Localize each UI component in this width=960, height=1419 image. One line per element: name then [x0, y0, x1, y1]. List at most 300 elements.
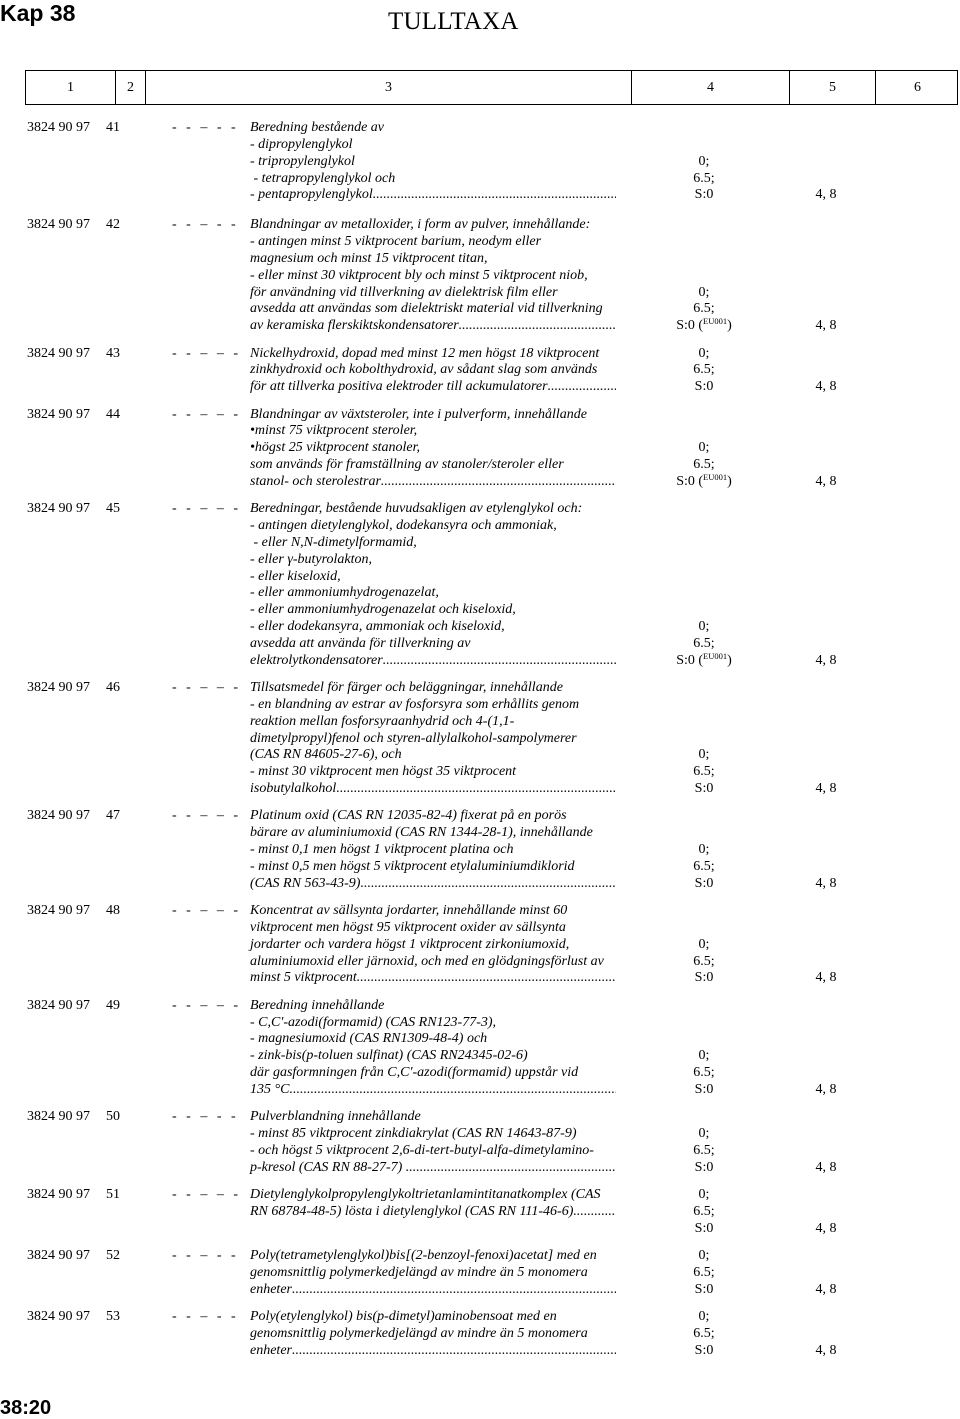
duty-rate-text: S:0 ( [676, 318, 704, 334]
description-line [250, 859, 616, 876]
description-line [250, 1343, 616, 1360]
description-line [250, 1248, 616, 1265]
chapter-label: Kap 38 [0, 0, 76, 26]
indent-dashes: - - – – - [172, 903, 238, 919]
entry-line [0, 937, 960, 954]
description-text: avsedda att användas som dielektriskt material vid tillverkning [250, 301, 603, 317]
description-text: Beredning innehållande [250, 997, 385, 1013]
duty-rate [640, 876, 768, 893]
entry-line [0, 171, 960, 188]
column-5-value: 4, 8 [815, 875, 837, 891]
duty-rate [640, 650, 768, 670]
description-line [250, 1309, 616, 1326]
description-text: - och högst 5 viktprocent 2,6-di-tert-butyl-alfa-dimetylamino- [250, 1142, 594, 1158]
entry-line [0, 636, 960, 653]
description-line [250, 619, 616, 636]
description-line [250, 747, 616, 764]
description-text: genomsnittlig polymerkedjelängd av mindre än 5 monomera [250, 1264, 588, 1280]
description-line [250, 954, 616, 971]
description-text: avsedda att använda för tillverkning av [250, 635, 471, 651]
subheading-number: 49 [106, 997, 120, 1013]
duty-rate [640, 842, 768, 859]
description-text: Nickelhydroxid, dopad med minst 12 men högst 18 viktprocent [250, 345, 600, 361]
tariff-entry [0, 1309, 960, 1360]
description-line [250, 474, 616, 491]
entry-line [0, 569, 960, 586]
duty-rate-text: S:0 [694, 781, 714, 797]
column-5-value: 4, 8 [815, 970, 837, 986]
description-line [250, 217, 616, 234]
subheading-number: 46 [106, 680, 120, 696]
duty-rate [640, 1204, 768, 1221]
indent-dashes: - - – – - [172, 345, 238, 361]
description-text: jordarter och vardera högst 1 viktprocent zirkoniumoxid, [250, 936, 570, 952]
description-line [250, 1187, 616, 1204]
duty-rate-text: 6.5; [693, 858, 715, 874]
description-line [250, 1065, 616, 1082]
description-text: enheter [250, 1281, 292, 1297]
duty-rate [640, 1126, 768, 1143]
indent-dashes: - - – - - [172, 1308, 236, 1324]
indent-dashes: - - – – - [172, 808, 238, 824]
dot-leader [336, 781, 616, 798]
entry-line [0, 619, 960, 636]
description-text: - magnesiumoxid (CAS RN1309-48-4) och [250, 1031, 488, 1047]
description-line [250, 1282, 616, 1299]
entry-line [0, 552, 960, 569]
duty-rate [640, 1343, 768, 1360]
commodity-code: 3824 90 97 [27, 501, 90, 517]
description-text: reaktion mellan fosforsyraanhydrid och 4-(1,1- [250, 713, 515, 729]
duty-rate [640, 1221, 768, 1238]
duty-rate-text: 0; [698, 345, 710, 361]
duty-rate-text: 0; [698, 1187, 710, 1203]
duty-rate-text: S:0 ( [676, 473, 704, 489]
description-text: - pentapropylenglykol [250, 187, 373, 203]
duty-rate [640, 171, 768, 188]
description-text: Blandningar av metalloxider, i form av pulver, innehållande: [250, 217, 591, 233]
description-line [250, 781, 616, 798]
description-text: - minst 85 viktprocent zinkdiakrylat (CAS RN 14643-87-9) [250, 1126, 577, 1142]
entry-line [0, 285, 960, 302]
subheading-number: 41 [106, 120, 120, 135]
description-text: - eller minst 30 viktprocent bly och minst 5 viktprocent niob, [250, 267, 588, 283]
tariff-entries [0, 120, 960, 1370]
description-line [250, 362, 616, 379]
description-text: 135 °C [250, 1081, 290, 1097]
description-line [250, 697, 616, 714]
duty-rate [640, 1143, 768, 1160]
commodity-code: 3824 90 97 [27, 1109, 90, 1125]
column-header-1: 1 [26, 71, 116, 104]
description-line [250, 137, 616, 154]
description-text: Tillsatsmedel för färger och beläggningar, innehållande [250, 680, 563, 696]
description-text: Platinum oxid (CAS RN 12035-82-4) fixerat på en porös [250, 808, 567, 824]
description-text: aluminiumoxid eller järnoxid, och med en glödgningsförlust av [250, 953, 604, 969]
entry-line [0, 301, 960, 318]
description-text: - eller ammoniumhydrogenazelat och kiseloxid, [250, 602, 516, 618]
duty-rate-text: 6.5; [693, 170, 715, 186]
entry-line [0, 154, 960, 171]
description-text: - antingen minst 5 viktprocent barium, neodym eller [250, 234, 542, 250]
page-number: 38:20 [0, 1397, 52, 1419]
commodity-code: 3824 90 97 [27, 345, 90, 361]
entry-line [0, 1143, 960, 1160]
description-text: Beredning bestående av [250, 120, 384, 135]
tariff-entry [0, 217, 960, 335]
description-text: Poly(tetrametylenglykol)bis[(2-benzoyl-fenoxi)acetat] med en [250, 1248, 597, 1263]
column-5-value: 4, 8 [815, 1281, 837, 1297]
indent-dashes: - - – – - [172, 501, 238, 517]
entry-line [0, 808, 960, 825]
dot-leader [406, 1160, 616, 1177]
description-text: Blandningar av växtsteroler, inte i pulverform, innehållande [250, 406, 587, 422]
description-line [250, 920, 616, 937]
dot-leader [459, 318, 616, 335]
description-text: RN 68784-48-5) lösta i dietylenglykol (CAS RN 111-46-6) [250, 1203, 574, 1219]
commodity-code: 3824 90 97 [27, 120, 90, 135]
entry-line [0, 1082, 960, 1099]
entry-line [0, 680, 960, 697]
description-line [250, 251, 616, 268]
duty-rate [640, 285, 768, 302]
description-text: - eller kiseloxid, [250, 568, 341, 584]
duty-rate [640, 970, 768, 987]
duty-rate-text: S:0 [694, 1081, 714, 1097]
description-line [250, 552, 616, 569]
duty-rate [640, 379, 768, 396]
subheading-number: 52 [106, 1248, 120, 1263]
description-text: - eller γ-butyrolakton, [250, 551, 373, 567]
column-header-4: 4 [632, 71, 790, 104]
entry-line [0, 747, 960, 764]
entry-line [0, 1109, 960, 1126]
entry-line [0, 1309, 960, 1326]
description-line [250, 1109, 616, 1126]
dot-leader [289, 1082, 616, 1099]
description-text: som används för framställning av stanoler/steroler eller [250, 457, 564, 473]
entry-line [0, 471, 960, 491]
entry-line [0, 825, 960, 842]
entry-line [0, 251, 960, 268]
duty-rate-text: 6.5; [693, 1264, 715, 1280]
commodity-code: 3824 90 97 [27, 406, 90, 422]
subheading-number: 51 [106, 1187, 120, 1203]
duty-rate-text: 6.5; [693, 1203, 715, 1219]
tariff-entry [0, 346, 960, 397]
description-text: p-kresol (CAS RN 88-27-7) [250, 1159, 406, 1175]
dot-leader [381, 474, 616, 491]
description-text: minst 5 viktprocent [250, 970, 357, 986]
duty-rate [640, 362, 768, 379]
commodity-code: 3824 90 97 [27, 903, 90, 919]
duty-rate-text: 0; [698, 936, 710, 952]
entry-line [0, 234, 960, 251]
tariff-entry [0, 680, 960, 798]
description-text: •minst 75 viktprocent steroler, [250, 423, 418, 439]
entry-line [0, 876, 960, 893]
duty-rate-text: 0; [698, 1248, 710, 1263]
tariff-entry [0, 1248, 960, 1299]
duty-rate [640, 1282, 768, 1299]
duty-rate-text: 6.5; [693, 1142, 715, 1158]
description-line [250, 569, 616, 586]
tariff-entry [0, 998, 960, 1099]
description-text: - tetrapropylenglykol och [250, 170, 396, 186]
description-line [250, 457, 616, 474]
duty-rate-text: S:0 [694, 379, 714, 395]
duty-rate-text: 0; [698, 153, 710, 169]
description-line [250, 1082, 616, 1099]
tariff-entry [0, 808, 960, 892]
entry-line [0, 1048, 960, 1065]
duty-rate [640, 1160, 768, 1177]
dot-leader [373, 187, 616, 204]
entry-line [0, 764, 960, 781]
entry-line [0, 440, 960, 457]
entry-line [0, 318, 960, 335]
duty-rate [640, 859, 768, 876]
duty-rate-text: 6.5; [693, 457, 715, 473]
description-line [250, 937, 616, 954]
dot-leader [292, 1343, 616, 1360]
dot-leader [573, 1204, 616, 1221]
duty-rate-text: S:0 [694, 187, 714, 203]
description-line [250, 518, 616, 535]
duty-rate [640, 781, 768, 798]
description-line [250, 714, 616, 731]
commodity-code: 3824 90 97 [27, 997, 90, 1013]
duty-rate-text: 0; [698, 284, 710, 300]
entry-line [0, 1015, 960, 1032]
duty-rate-text: S:0 [694, 1220, 714, 1236]
page-title: TULLTAXA [388, 8, 519, 35]
entry-line [0, 602, 960, 619]
description-line [250, 285, 616, 302]
description-text: - minst 30 viktprocent men högst 35 viktprocent [250, 764, 517, 780]
entry-line [0, 362, 960, 379]
entry-line [0, 457, 960, 474]
description-text: Koncentrat av sällsynta jordarter, innehållande minst 60 [250, 903, 568, 919]
subheading-number: 47 [106, 808, 120, 824]
duty-rate [640, 619, 768, 636]
entry-line [0, 501, 960, 518]
description-text: - dipropylenglykol [250, 136, 353, 152]
column-5-value: 4, 8 [815, 1081, 837, 1097]
entry-line [0, 1160, 960, 1177]
description-line [250, 318, 616, 335]
description-text: - antingen dietylenglykol, dodekansyra och ammoniak, [250, 518, 557, 534]
indent-dashes: - - – - - [172, 120, 236, 135]
description-text: (CAS RN 563-43-9) [250, 875, 361, 891]
description-line [250, 842, 616, 859]
description-line [250, 636, 616, 653]
duty-rate [640, 954, 768, 971]
description-text: - tripropylenglykol [250, 153, 355, 169]
description-line [250, 903, 616, 920]
description-line [250, 154, 616, 171]
duty-rate-text: 6.5; [693, 1065, 715, 1081]
duty-rate-text: 6.5; [693, 635, 715, 651]
column-header-3: 3 [146, 71, 632, 104]
column-header-5: 5 [790, 71, 876, 104]
duty-rate-close: ) [727, 652, 732, 668]
description-text: stanol- och sterolestrar [250, 473, 381, 489]
duty-footnote-ref: EU001 [703, 650, 728, 661]
entry-line [0, 1065, 960, 1082]
duty-rate-text: S:0 ( [676, 652, 704, 668]
description-line [250, 301, 616, 318]
duty-rate [640, 471, 768, 491]
tariff-entry [0, 407, 960, 491]
entry-line [0, 903, 960, 920]
description-text: Poly(etylenglykol) bis(p-dimetyl)aminobensoat med en [250, 1308, 557, 1324]
column-5-value: 4, 8 [815, 187, 837, 203]
duty-rate [640, 1187, 768, 1204]
entry-line [0, 1248, 960, 1265]
description-line [250, 268, 616, 285]
description-line [250, 970, 616, 987]
column-5-value: 4, 8 [815, 473, 837, 489]
duty-rate [640, 187, 768, 204]
description-text: - minst 0,5 men högst 5 viktprocent etylaluminiumdiklorid [250, 858, 575, 874]
description-text: viktprocent men högst 95 viktprocent oxider av sällsynta [250, 919, 566, 935]
duty-rate-text: 0; [698, 619, 710, 635]
entry-line [0, 1282, 960, 1299]
description-line [250, 379, 616, 396]
description-text: isobutylalkohol [250, 781, 337, 797]
entry-line [0, 1221, 960, 1238]
description-text: - eller ammoniumhydrogenazelat, [250, 585, 439, 601]
duty-rate-text: 0; [698, 1126, 710, 1142]
duty-rate [640, 937, 768, 954]
description-text: - minst 0,1 men högst 1 viktprocent platina och [250, 842, 514, 858]
description-line [250, 423, 616, 440]
dot-leader [292, 1282, 616, 1299]
description-line [250, 585, 616, 602]
duty-rate [640, 1065, 768, 1082]
indent-dashes: - - – – - [172, 406, 238, 422]
entry-line [0, 1187, 960, 1204]
duty-rate-text: 0; [698, 1048, 710, 1064]
column-5-value: 4, 8 [815, 652, 837, 668]
entry-line [0, 697, 960, 714]
duty-rate [640, 1326, 768, 1343]
subheading-number: 43 [106, 345, 120, 361]
description-line [250, 171, 616, 188]
indent-dashes: - - – - - [172, 217, 236, 233]
description-text: för att tillverka positiva elektroder till ackumulatorer [250, 379, 548, 395]
column-header-2: 2 [116, 71, 146, 104]
description-line [250, 1204, 616, 1221]
indent-dashes: - - – - - [172, 1248, 236, 1263]
description-text: Pulverblandning innehållande [250, 1109, 421, 1125]
column-header-6: 6 [914, 80, 921, 95]
duty-rate [640, 1309, 768, 1326]
duty-rate-text: S:0 [694, 1159, 714, 1175]
duty-rate-text: 6.5; [693, 301, 715, 317]
entry-line [0, 1204, 960, 1221]
description-line [250, 825, 616, 842]
description-line [250, 602, 616, 619]
entry-line [0, 781, 960, 798]
description-line [250, 1015, 616, 1032]
description-text: - en blandning av estrar av fosforsyra som erhållits genom [250, 696, 580, 712]
duty-rate [640, 440, 768, 457]
duty-rate [640, 1082, 768, 1099]
duty-rate [640, 747, 768, 764]
commodity-code: 3824 90 97 [27, 1308, 90, 1324]
duty-footnote-ref: EU001 [703, 316, 728, 327]
duty-rate-text: 6.5; [693, 1325, 715, 1341]
description-text: elektrolytkondensatorer [250, 652, 383, 668]
column-5-value: 4, 8 [815, 318, 837, 334]
description-text: av keramiska flerskiktskondensatorer [250, 318, 459, 334]
dot-leader [357, 970, 616, 987]
column-5-value: 4, 8 [815, 1342, 837, 1358]
description-line [250, 1265, 616, 1282]
entry-line [0, 585, 960, 602]
indent-dashes: - - – – - [172, 997, 238, 1013]
duty-rate-text: S:0 [694, 1281, 714, 1297]
tariff-entry [0, 501, 960, 669]
entry-line [0, 379, 960, 396]
entry-line [0, 423, 960, 440]
description-text: dimetylpropyl)fenol och styren-allylalkohol-sampolymerer [250, 730, 577, 746]
duty-rate-text: 0; [698, 1308, 710, 1324]
dot-leader [383, 653, 616, 670]
description-text: Beredningar, bestående huvudsakligen av etylenglykol och: [250, 501, 583, 517]
subheading-number: 48 [106, 903, 120, 919]
description-text: •högst 25 viktprocent stanoler, [250, 440, 421, 456]
description-text: - zink-bis(p-toluen sulfinat) (CAS RN24345-02-6) [250, 1048, 528, 1064]
commodity-code: 3824 90 97 [27, 1187, 90, 1203]
description-line [250, 501, 616, 518]
entry-line [0, 731, 960, 748]
description-text: Dietylenglykolpropylenglykoltrietanlamintitanatkomplex (CAS [250, 1187, 601, 1203]
duty-rate-close: ) [727, 318, 732, 334]
subheading-number: 53 [106, 1308, 120, 1324]
dot-leader [548, 379, 616, 396]
entry-line [0, 346, 960, 363]
tariff-entry [0, 1187, 960, 1238]
indent-dashes: - - – – - [172, 1187, 238, 1203]
entry-line [0, 407, 960, 424]
description-text: - eller N,N-dimetylformamid, [250, 534, 417, 550]
duty-rate-text: 6.5; [693, 362, 715, 378]
description-line [250, 680, 616, 697]
tariff-entry [0, 903, 960, 987]
description-line [250, 808, 616, 825]
description-text: för användning vid tillverkning av dielektrisk film eller [250, 284, 558, 300]
duty-rate-text: 6.5; [693, 764, 715, 780]
entry-line [0, 187, 960, 204]
subheading-number: 45 [106, 501, 120, 517]
entry-line [0, 1265, 960, 1282]
description-line [250, 120, 616, 137]
entry-line [0, 998, 960, 1015]
entry-line [0, 518, 960, 535]
duty-rate-close: ) [727, 473, 732, 489]
duty-rate-text: 0; [698, 440, 710, 456]
description-text: där gasformningen från C,C'-azodi(formamid) uppstår vid [250, 1065, 579, 1081]
indent-dashes: - - – – - [172, 680, 238, 696]
entry-line [0, 268, 960, 285]
commodity-code: 3824 90 97 [27, 680, 90, 696]
subheading-number: 44 [106, 406, 120, 422]
description-text: - eller dodekansyra, ammoniak och kiseloxid, [250, 619, 505, 635]
duty-rate [640, 1248, 768, 1265]
